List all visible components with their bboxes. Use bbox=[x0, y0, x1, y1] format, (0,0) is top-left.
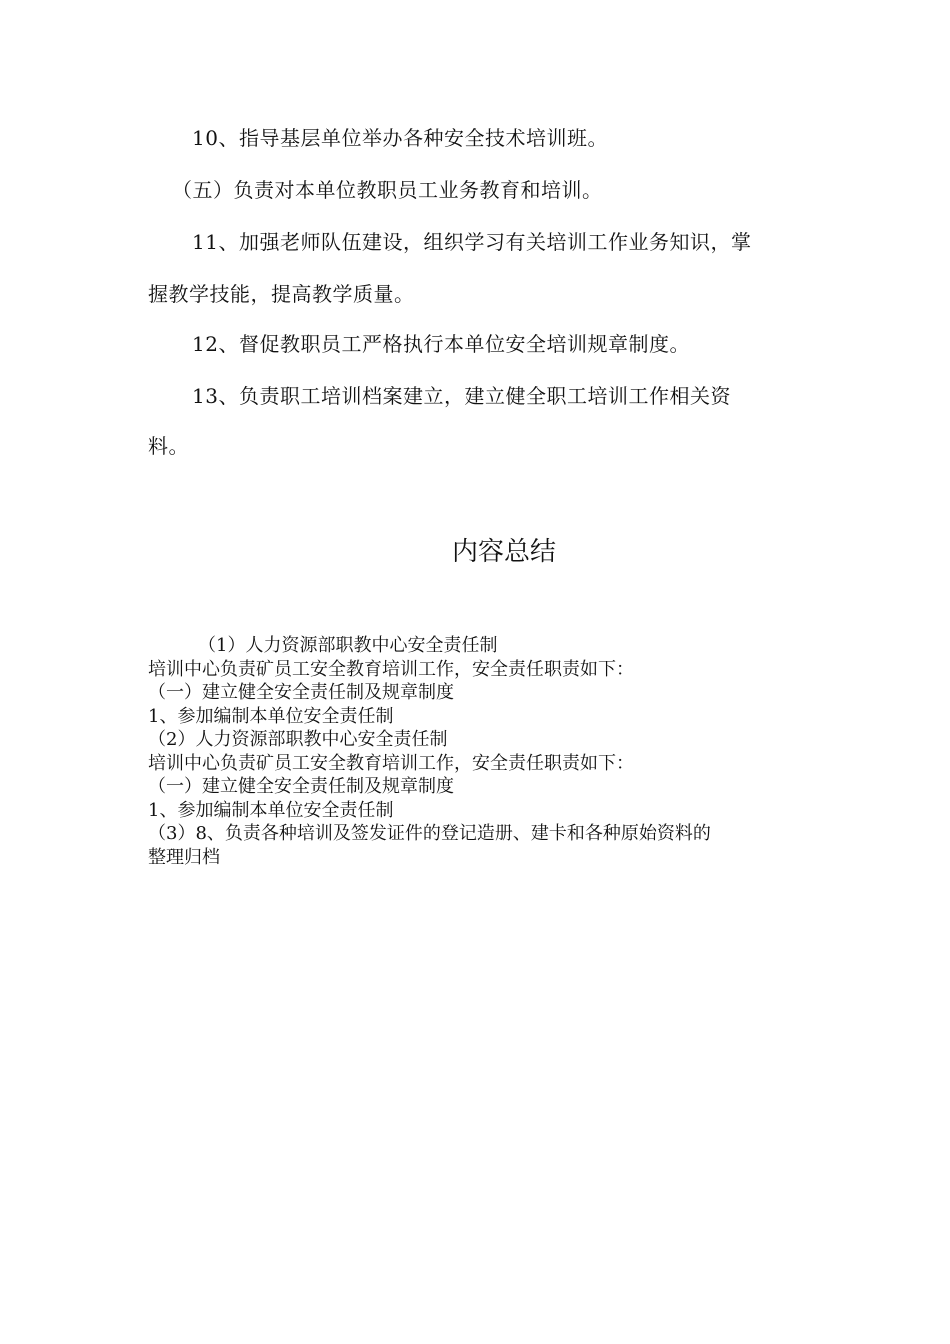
summary-line: （3）8、负责各种培训及签发证件的登记造册、建卡和各种原始资料的 bbox=[148, 823, 711, 844]
summary-line: （1）人力资源部职教中心安全责任制 bbox=[198, 635, 498, 656]
paragraph-item-13-line2: 料。 bbox=[148, 434, 189, 458]
summary-line: （一）建立健全安全责任制及规章制度 bbox=[148, 682, 454, 703]
paragraph-item-10: 10、指导基层单位举办各种安全技术培训班。 bbox=[192, 126, 608, 150]
paragraph-item-13-line1: 13、负责职工培训档案建立，建立健全职工培训工作相关资 bbox=[192, 384, 731, 408]
summary-line: 1、参加编制本单位安全责任制 bbox=[148, 799, 394, 821]
summary-line: 培训中心负责矿员工安全教育培训工作，安全责任职责如下： bbox=[148, 658, 634, 680]
section-heading-5: （五）负责对本单位教职员工业务教育和培训。 bbox=[172, 178, 603, 202]
paragraph-item-12: 12、督促教职员工严格执行本单位安全培训规章制度。 bbox=[192, 332, 690, 356]
summary-line: （2）人力资源部职教中心安全责任制 bbox=[148, 729, 448, 750]
summary-line: （一）建立健全安全责任制及规章制度 bbox=[148, 776, 454, 797]
summary-block bbox=[148, 634, 808, 869]
summary-title: 内容总结 bbox=[451, 537, 556, 567]
summary-line: 整理归档 bbox=[148, 846, 220, 868]
paragraph-item-11-line2: 握教学技能，提高教学质量。 bbox=[148, 282, 415, 306]
paragraph-item-11-line1: 11、加强老师队伍建设，组织学习有关培训工作业务知识，掌 bbox=[192, 230, 752, 254]
summary-line: 培训中心负责矿员工安全教育培训工作，安全责任职责如下： bbox=[148, 752, 634, 774]
summary-line: 1、参加编制本单位安全责任制 bbox=[148, 705, 394, 727]
